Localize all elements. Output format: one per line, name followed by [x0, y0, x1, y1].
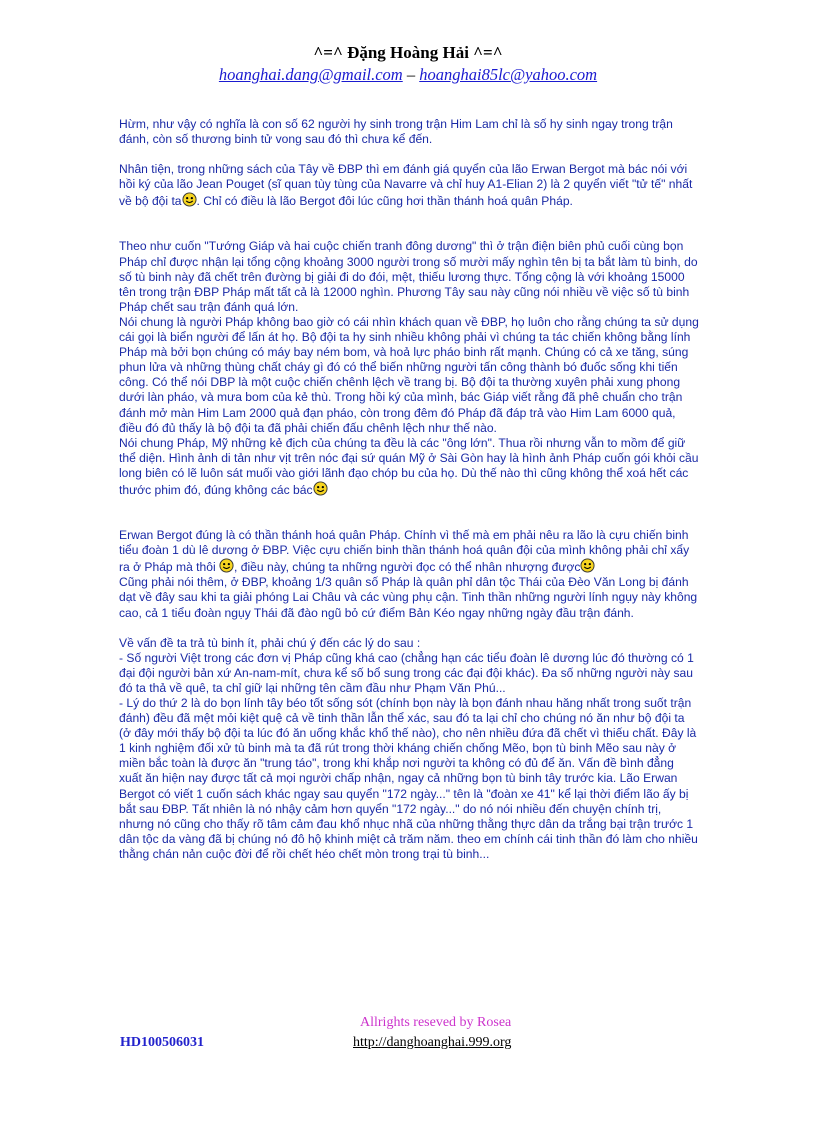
- smiley-icon: [580, 558, 595, 573]
- smiley-icon: [182, 192, 197, 207]
- copyright-credit: Allrights reseved by Rosea: [360, 1015, 512, 1030]
- author-title: ^=^ Đặng Hoàng Hải ^=^: [313, 43, 503, 62]
- email-link-gmail[interactable]: hoanghai.dang@gmail.com: [218, 65, 403, 84]
- paragraph: Nhân tiện, trong những sách của Tây về ĐBP thì em đánh giá quyển của lão Erwan Bergot mà bác nói với hồi ký của lão Jean Pouget (sĩ quan tùy tùng của Navarre và chỉ huy A1-Elian 2) là 2 quyển viết "tử tế" nhất về bộ đội ta . Chỉ có điều là lão Bergot đôi lúc cũng hơi thần thánh hoá quân Pháp.: [119, 162, 693, 209]
- paragraph: Cũng phải nói thêm, ở ĐBP, khoảng 1/3 quân số Pháp là quân phỉ dân tộc Thái của Đèo Văn Long bị đánh dạt về đây sau khi ta giải phóng Lai Châu và các vùng phụ cận. Tinh thần những người lính ngụy này không cao, cả 1 tiểu đoàn ngụy Thái đã đào ngũ bỏ cứ điểm Bản Kéo ngay những ngày đầu trận đánh.: [119, 575, 698, 620]
- paragraph: Nói chung là người Pháp không bao giờ có cái nhìn khách quan về ĐBP, họ luôn cho rằng chúng ta sử dụng cái gọi là biển người để lấn át họ. Bộ đội ta hy sinh nhiều không phải vì chúng ta tác chiến không bằng lính Pháp mà bởi bọn chúng có máy bay ném bom, và hoả lực pháo binh rất mạnh. Chúng có cả xe tăng, súng phun lửa và những thùng chất cháy gì đó có thể biến những người tấn công thành bó đuốc sống khi tiến công. Có thể nói DBP là một cuộc chiến chênh lệch về trang bị. Bộ đội ta thường xuyên phải xung phong dưới làn pháo, và mưa bom của kẻ thù. Trong hồi ký của mình, bác Giáp viết rằng đã phê chuẩn cho trận đánh mở màn Him Lam 2000 quả đạn pháo, còn trong đêm đó Pháp đã đáp trả vào Him Lam 6000 quả, điều đó đủ thấy là bộ đội ta đã phải chiến đấu chênh lệch như thế nào.: [119, 314, 699, 435]
- email-link-yahoo[interactable]: hoanghai85lc@yahoo.com: [419, 65, 598, 84]
- paragraph: Nói chung Pháp, Mỹ những kẻ địch của chúng ta đều là các "ông lớn". Thua rồi nhưng vẫn to mồm để giữ thể diện. Hình ảnh di tản như vịt trên nóc đại sứ quán Mỹ ở Sài Gòn hay là hình ảnh Pháp cuốn gói khỏi cầu long biên có lẽ luôn sát muối vào giới lãnh đạo chóp bu của họ. Dù thế nào thì cũng không thể xoá hết các thước phim đó, đúng không các bác: [119, 435, 699, 497]
- email-separator: –: [402, 65, 420, 84]
- document-id: HD100506031: [120, 1035, 204, 1050]
- smiley-icon: [219, 558, 234, 573]
- post-body: [119, 117, 699, 862]
- website-link[interactable]: http://danghoanghai.999.org: [353, 1035, 512, 1050]
- page-header: [0, 42, 816, 86]
- paragraph: Hừm, như vậy có nghĩa là con số 62 người hy sinh trong trận Him Lam chỉ là số hy sinh ngay trong trận đánh, còn số thương binh tử vong sau đó thì chưa kể đến.: [119, 117, 673, 147]
- paragraph: - Số người Việt trong các đơn vị Pháp cũng khá cao (chẳng hạn các tiểu đoàn lê dương lúc đó thường có 1 đại đội người bản xứ An-nam-mít, chưa kể số bổ sung trong các đại đội khác). Đa số những người này sau đó ta thả về quê, ta chỉ giữ lại những tên cầm đầu như Phạm Văn Phú...: [119, 650, 694, 695]
- smiley-icon: [313, 481, 328, 496]
- paragraph: Theo như cuốn "Tướng Giáp và hai cuộc chiến tranh đông dương" thì ở trận điện biên phủ cuối cùng bọn Pháp chỉ được nhận lại tổng cộng khoảng 3000 người trong số mười mấy nghìn tên bị ta bắt làm tù binh, do số tù binh này đã chết trên đường bị giải đi do đói, mệt, thiếu lương thực. Tổng cộng là với khoảng 15000 tên trong trận ĐBP Pháp mất tất cả là 12000 nghìn. Phương Tây sau này cũng nói nhiều về việc số tù binh Pháp chết sau trận đánh quá lớn.: [119, 239, 698, 314]
- contact-emails: [0, 64, 816, 86]
- paragraph: - Lý do thứ 2 là do bọn lính tây béo tốt sống sót (chính bọn này là bọn đánh nhau hăng nhất trong suốt trận đánh) đều đã mệt mỏi kiệt quệ cả về tinh thần lẫn thể xác, sau đó ta lại chỉ cho chúng nó ăn như bộ đội ta (ở đây mới thấy bộ đội ta lúc đó ăn uống khắc khổ thế nào), cho nên nhiều đứa đã chết vì thiếu chất. Đây là 1 kinh nghiệm đối xử tù binh mà ta đã rút trong thời kháng chiến chống Mẽo, bọn tù binh Mẽo sau này ở miền bắc toàn là được ăn "trung táo", trong khi khắp nơi người ta không có đủ để ăn. Vấn đề bình đẳng xuất ăn hiện nay được tất cả mọi người chấp nhận, ngay cả những bọn tù binh tây trước kia. Lão Erwan Bergot có viết 1 cuốn sách khác ngay sau quyển "172 ngày..." tên là "đoàn xe 41" kể lại thời điểm lão ấy bị bắt sau ĐBP. Tất nhiên là nó nhậy cảm hơn quyển "172 ngày..." do nó nói nhiều đến chuyện chính trị, nhưng nó cũng cho thấy rõ tâm cảm đau khổ nhục nhã của những thằng thực dân da trắng bại trận trước 1 dân tộc da vàng đã bị chúng nó đô hộ khinh miệt cả trăm năm. theo em chính cái tinh thần đó làm cho nhiều thằng chán nản cuộc đời để rồi chết héo chết mòn trong trại tù binh...: [119, 696, 698, 861]
- paragraph: Về vấn đề ta trả tù binh ít, phải chú ý đến các lý do sau :: [119, 635, 421, 650]
- paragraph: Erwan Bergot đúng là có thần thánh hoá quân Pháp. Chính vì thế mà em phải nêu ra lão là cựu chiến binh tiểu đoàn 1 dù lê dương ở ĐBP. Việc cựu chiến binh thần thánh hoá quân đội của mình không phải chỉ xẩy ra ở Pháp mà thôi , điều này, chúng ta những người đọc có thể nhân nhượng được: [119, 528, 690, 575]
